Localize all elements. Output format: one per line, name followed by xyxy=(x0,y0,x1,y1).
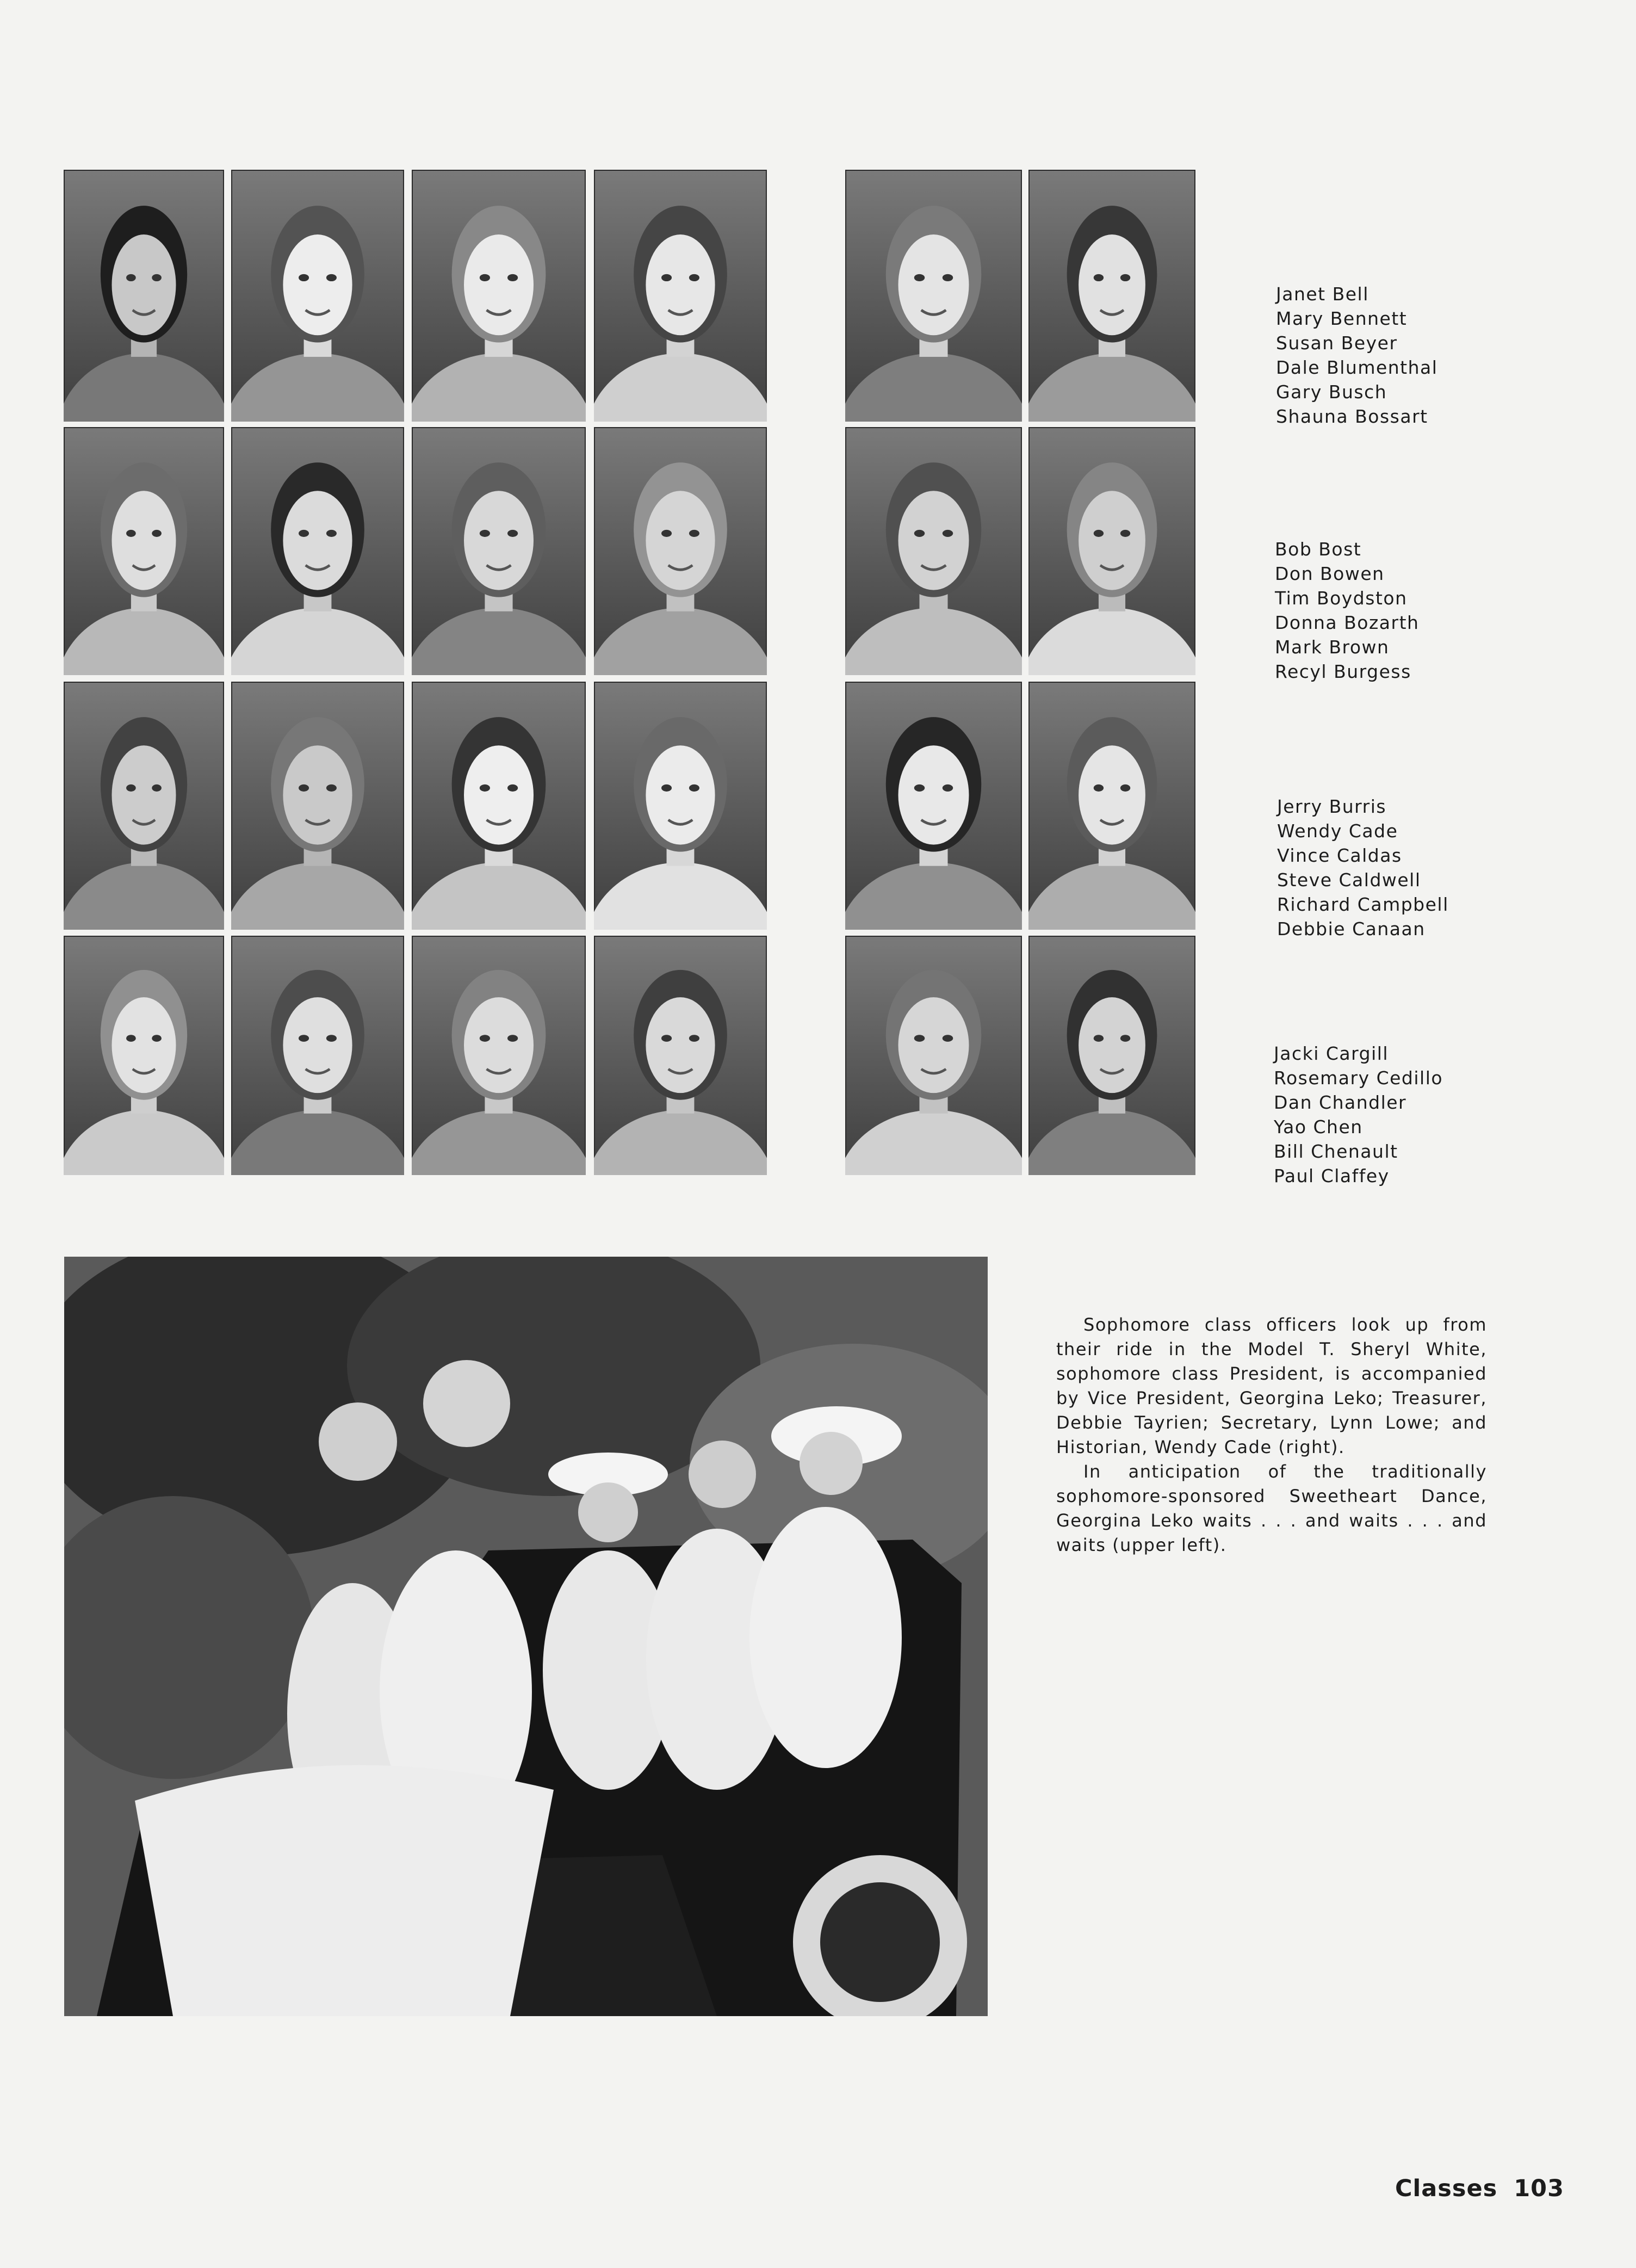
student-portrait xyxy=(1028,427,1195,675)
student-name: Bill Chenault xyxy=(1274,1141,1398,1162)
student-portrait xyxy=(1028,170,1195,422)
student-name: Dale Blumenthal xyxy=(1276,357,1438,378)
student-portrait xyxy=(594,682,767,930)
student-name: Gary Busch xyxy=(1276,381,1387,403)
student-portrait xyxy=(64,682,224,930)
student-portrait xyxy=(594,427,767,675)
student-name: Mary Bennett xyxy=(1276,308,1408,329)
student-name: Steve Caldwell xyxy=(1277,869,1421,891)
student-portrait xyxy=(412,427,586,675)
student-portrait xyxy=(845,170,1022,422)
student-name: Bob Bost xyxy=(1275,539,1362,560)
student-portrait xyxy=(64,170,224,422)
student-portrait xyxy=(231,427,404,675)
student-portrait xyxy=(231,936,404,1175)
student-portrait xyxy=(231,682,404,930)
student-name: Wendy Cade xyxy=(1277,820,1398,842)
student-portrait xyxy=(594,170,767,422)
page-footer xyxy=(1395,2175,1564,2202)
student-portrait xyxy=(231,170,404,422)
student-portrait xyxy=(845,936,1022,1175)
student-name: Vince Caldas xyxy=(1277,845,1402,866)
name-list-row-2 xyxy=(1275,537,1419,684)
page-number: 103 xyxy=(1514,2175,1564,2202)
student-name: Mark Brown xyxy=(1275,636,1390,658)
student-name: Janet Bell xyxy=(1276,283,1369,305)
student-portrait xyxy=(412,936,586,1175)
student-name: Shauna Bossart xyxy=(1276,406,1428,427)
student-portrait xyxy=(1028,936,1195,1175)
student-name: Dan Chandler xyxy=(1274,1092,1407,1113)
section-title: Classes xyxy=(1395,2175,1498,2202)
class-officers-model-t-photo xyxy=(64,1257,988,2016)
student-portrait xyxy=(845,427,1022,675)
student-portrait xyxy=(594,936,767,1175)
student-name: Richard Campbell xyxy=(1277,894,1449,915)
student-name: Donna Bozarth xyxy=(1275,612,1420,633)
student-name: Tim Boydston xyxy=(1275,588,1408,609)
student-name: Don Bowen xyxy=(1275,563,1385,584)
name-list-row-4 xyxy=(1274,1041,1443,1188)
name-list-row-3 xyxy=(1277,794,1449,941)
student-name: Jacki Cargill xyxy=(1274,1043,1389,1064)
student-portrait xyxy=(1028,682,1195,930)
photo-caption xyxy=(1056,1313,1487,1558)
student-name: Yao Chen xyxy=(1274,1116,1363,1138)
student-portrait xyxy=(412,170,586,422)
student-name: Recyl Burgess xyxy=(1275,661,1411,682)
student-portrait xyxy=(64,427,224,675)
caption-paragraph: In anticipation of the traditionally sophomore-sponsored Sweetheart Dance, Georgina Leko waits . . . and waits . . . and waits (upper left). xyxy=(1056,1461,1487,1555)
student-name: Jerry Burris xyxy=(1277,796,1387,817)
student-portrait xyxy=(64,936,224,1175)
caption-paragraph: Sophomore class officers look up from their ride in the Model T. Sheryl White, sophomore class President, is accompanied by Vice President, Georgina Leko; Treasurer, Debbie Tayrien; Secretary, Lynn Lowe; and Historian, Wendy Cade (right). xyxy=(1056,1314,1487,1457)
student-portrait xyxy=(412,682,586,930)
student-portrait xyxy=(845,682,1022,930)
student-name: Debbie Canaan xyxy=(1277,918,1426,940)
name-list-row-1 xyxy=(1276,282,1437,429)
student-name: Susan Beyer xyxy=(1276,332,1398,354)
student-name: Paul Claffey xyxy=(1274,1165,1390,1186)
student-name: Rosemary Cedillo xyxy=(1274,1067,1443,1089)
